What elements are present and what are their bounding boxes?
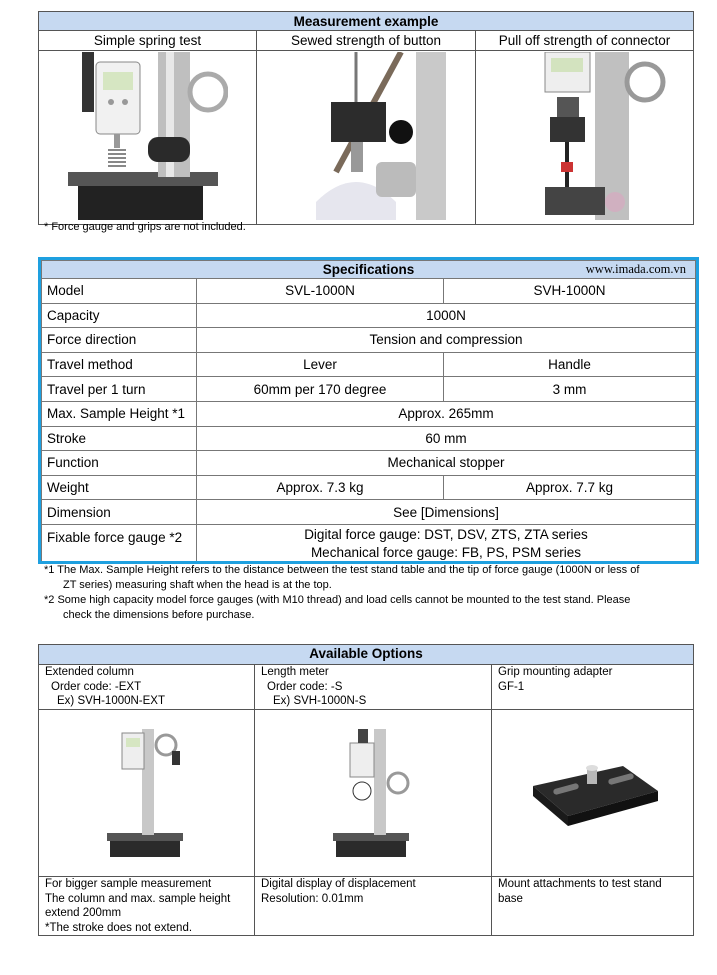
spec-value: 60 mm bbox=[197, 426, 696, 451]
specifications-table bbox=[41, 260, 696, 564]
fixable-digital-gauges: Digital force gauge: DST, DSV, ZTS, ZTA series bbox=[304, 526, 588, 542]
footnote-1-line-1: *1 The Max. Sample Height refers to the distance between the test stand table and the tip of force gauge (1000N or less of bbox=[44, 564, 640, 576]
spring-test-photo bbox=[39, 51, 257, 225]
spec-value-svh: Approx. 7.7 kg bbox=[444, 475, 696, 500]
spec-label: Function bbox=[42, 451, 197, 476]
spec-value: See [Dimensions] bbox=[197, 500, 696, 525]
option-length-meter-header bbox=[255, 665, 492, 710]
spec-value-fixable-gauge bbox=[197, 524, 696, 564]
footnote-2 bbox=[44, 593, 694, 623]
option-code: GF-1 bbox=[498, 680, 525, 693]
footnote-1-line-2: ZT series) measuring shaft when the head is at the top. bbox=[63, 579, 332, 591]
spec-label: Fixable force gauge *2 bbox=[42, 524, 197, 564]
connector-pull-photo bbox=[476, 51, 694, 225]
caption-button-strength: Sewed strength of button bbox=[257, 31, 476, 51]
footnote-2-line-2: check the dimensions before purchase. bbox=[63, 609, 255, 621]
spec-value: 1000N bbox=[197, 303, 696, 328]
length-meter-photo bbox=[255, 710, 492, 877]
measurement-note: * Force gauge and grips are not included. bbox=[44, 221, 246, 233]
spec-label: Force direction bbox=[42, 328, 197, 353]
button-strength-photo bbox=[257, 51, 476, 225]
spec-label: Dimension bbox=[42, 500, 197, 525]
spec-value-svl: Approx. 7.3 kg bbox=[197, 475, 444, 500]
measurement-example-table bbox=[38, 11, 694, 225]
spec-value-svh: 3 mm bbox=[444, 377, 696, 402]
footnote-2-line-1: *2 Some high capacity model force gauges (with M10 thread) and load cells cannot be mounted to the test stand. Please bbox=[44, 594, 631, 606]
spec-value-svl: 60mm per 170 degree bbox=[197, 377, 444, 402]
spec-value-svh: SVH-1000N bbox=[444, 279, 696, 304]
option-desc-line: For bigger sample measurement bbox=[45, 878, 212, 890]
spec-label: Max. Sample Height *1 bbox=[42, 401, 197, 426]
spec-label: Travel method bbox=[42, 352, 197, 377]
available-options-table bbox=[38, 644, 694, 936]
specifications-title: Specifications bbox=[42, 261, 696, 279]
option-extended-column-description bbox=[39, 877, 255, 936]
option-code: Order code: -S bbox=[267, 680, 343, 693]
specifications-box bbox=[38, 257, 699, 564]
spec-label: Travel per 1 turn bbox=[42, 377, 197, 402]
spec-label: Capacity bbox=[42, 303, 197, 328]
spec-value: Approx. 265mm bbox=[197, 401, 696, 426]
spec-value-svl: SVL-1000N bbox=[197, 279, 444, 304]
option-desc-line: *The stroke does not extend. bbox=[45, 921, 193, 934]
spec-value-svl: Lever bbox=[197, 352, 444, 377]
spec-label: Model bbox=[42, 279, 197, 304]
option-length-meter-description bbox=[255, 877, 492, 936]
spec-label: Weight bbox=[42, 475, 197, 500]
spec-value: Tension and compression bbox=[197, 328, 696, 353]
spec-label: Stroke bbox=[42, 426, 197, 451]
option-name: Length meter bbox=[261, 666, 329, 678]
caption-connector-pull: Pull off strength of connector bbox=[476, 31, 694, 51]
option-example: Ex) SVH-1000N-EXT bbox=[57, 695, 166, 707]
option-name: Grip mounting adapter bbox=[498, 666, 613, 678]
option-desc-line: Digital display of displacement bbox=[261, 878, 416, 890]
option-grip-adapter-header bbox=[492, 665, 694, 710]
option-desc-line: The column and max. sample height bbox=[45, 892, 231, 905]
spec-value: Mechanical stopper bbox=[197, 451, 696, 476]
option-desc-line: base bbox=[498, 892, 523, 905]
measurement-example-title: Measurement example bbox=[39, 12, 694, 31]
footnote-1 bbox=[44, 563, 694, 593]
website-url[interactable]: www.imada.com.vn bbox=[585, 262, 686, 276]
fixable-mechanical-gauges: Mechanical force gauge: FB, PS, PSM series bbox=[310, 544, 582, 560]
option-grip-adapter-description bbox=[492, 877, 694, 936]
option-code: Order code: -EXT bbox=[51, 680, 142, 693]
available-options-title: Available Options bbox=[39, 645, 694, 665]
spec-value-svh: Handle bbox=[444, 352, 696, 377]
option-desc-line: Mount attachments to test stand bbox=[498, 878, 662, 890]
extended-column-photo bbox=[39, 710, 255, 877]
option-name: Extended column bbox=[45, 666, 134, 678]
caption-spring-test: Simple spring test bbox=[39, 31, 257, 51]
option-desc-line: extend 200mm bbox=[45, 907, 122, 919]
grip-adapter-photo bbox=[492, 710, 694, 877]
option-extended-column-header bbox=[39, 665, 255, 710]
option-desc-line: Resolution: 0.01mm bbox=[261, 892, 364, 905]
option-example: Ex) SVH-1000N-S bbox=[273, 695, 367, 707]
